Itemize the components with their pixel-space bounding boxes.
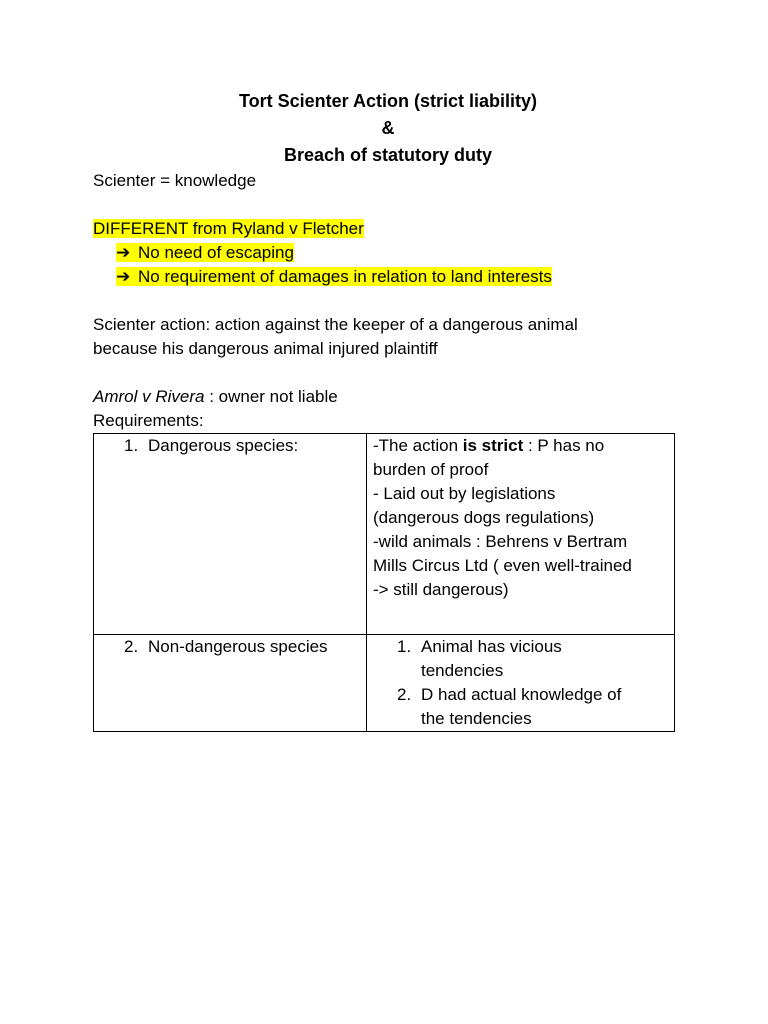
table-cell — [94, 635, 367, 732]
table-row — [94, 434, 675, 635]
list-text — [421, 635, 562, 683]
detail-line: -> still dangerous) — [373, 580, 509, 599]
requirements-table — [93, 433, 675, 732]
detail-line: Mills Circus Ltd ( even well-trained — [373, 556, 632, 575]
list-number: 1. — [397, 637, 412, 656]
case-result: : owner not liable — [204, 387, 338, 406]
list-number: 1. — [124, 436, 139, 455]
table-row — [94, 635, 675, 732]
table-cell — [94, 434, 367, 635]
detail-line: -wild animals : Behrens v Bertram — [373, 532, 628, 551]
action-definition-line-1: Scienter action: action against the keeper of a dangerous animal — [93, 315, 578, 334]
case-reference — [93, 385, 683, 409]
title-line-2: & — [381, 118, 395, 138]
list-item — [100, 434, 360, 458]
list-line: tendencies — [421, 661, 504, 680]
bullet-point-2 — [93, 265, 683, 289]
list-line: the tendencies — [421, 709, 532, 728]
table-cell — [367, 635, 675, 732]
bold-text: is strict — [462, 436, 524, 455]
action-definition-line-2: because his dangerous animal injured plaintiff — [93, 339, 438, 358]
table-cell — [367, 434, 675, 635]
list-number: 2. — [397, 685, 412, 704]
bullet-text: No need of escaping — [138, 243, 294, 262]
text-segment: : P has no — [523, 436, 605, 455]
list-number: 2. — [124, 637, 139, 656]
scienter-definition: Scienter = knowledge — [93, 171, 257, 190]
list-line: Animal has vicious — [421, 637, 562, 656]
list-item — [100, 635, 360, 659]
title-line-1: Tort Scienter Action (strict liability) — [238, 91, 538, 111]
detail-line: (dangerous dogs regulations) — [373, 508, 595, 527]
document-page — [93, 88, 683, 732]
list-text: Dangerous species: — [148, 436, 299, 455]
strict-line — [373, 434, 668, 458]
arrow-icon: ➔ — [116, 267, 131, 286]
detail-line: burden of proof — [373, 460, 489, 479]
list-item — [373, 683, 668, 731]
arrow-icon: ➔ — [116, 243, 131, 262]
bullet-point-1 — [93, 241, 683, 265]
list-text: Non-dangerous species — [148, 637, 328, 656]
bullet-text: No requirement of damages in relation to land interests — [138, 267, 552, 286]
different-heading: DIFFERENT from Ryland v Fletcher — [93, 219, 364, 238]
list-text — [421, 683, 621, 731]
list-item — [373, 635, 668, 683]
text-segment: -The action — [373, 436, 463, 455]
case-name: Amrol v Rivera — [93, 387, 205, 406]
requirements-label: Requirements: — [93, 411, 204, 430]
title-line-3: Breach of statutory duty — [283, 145, 493, 165]
detail-line: - Laid out by legislations — [373, 484, 556, 503]
list-line: D had actual knowledge of — [421, 685, 622, 704]
